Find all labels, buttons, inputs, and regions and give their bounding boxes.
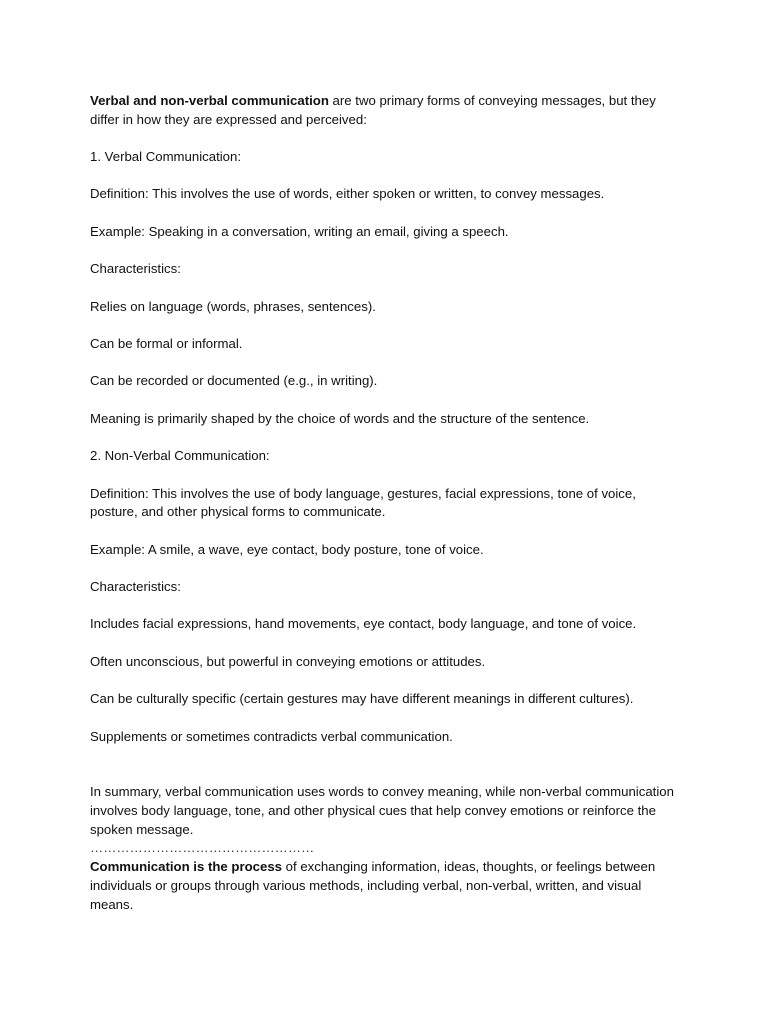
nonverbal-characteristics-label: Characteristics: xyxy=(90,579,181,595)
verbal-characteristics-label: Characteristics: xyxy=(90,261,181,277)
verbal-example: Example: Speaking in a conversation, writing an email, giving a speech. xyxy=(90,223,509,239)
closing-paragraph xyxy=(90,858,680,914)
nonverbal-characteristic-item: Can be culturally specific (certain gestures may have different meanings in different cultures). xyxy=(90,691,634,707)
verbal-heading: 1. Verbal Communication: xyxy=(90,149,241,165)
nonverbal-definition: Definition: This involves the use of body language, gestures, facial expressions, tone of voice, posture, and other physical forms to communicate. xyxy=(90,485,636,520)
nonverbal-heading: 2. Non-Verbal Communication: xyxy=(90,448,270,464)
document-page xyxy=(90,92,680,914)
verbal-characteristic-item: Meaning is primarily shaped by the choice of words and the structure of the sentence. xyxy=(90,410,590,426)
nonverbal-characteristic-item: Supplements or sometimes contradicts verbal communication. xyxy=(90,728,453,744)
nonverbal-characteristic-item: Often unconscious, but powerful in conveying emotions or attitudes. xyxy=(90,653,486,669)
intro-paragraph xyxy=(90,92,680,129)
closing-text: of exchanging information, ideas, thoughts, or feelings between individuals or groups through various methods, including verbal, non-verbal, written, and visual means. xyxy=(90,859,656,912)
verbal-characteristic-item: Can be recorded or documented (e.g., in writing). xyxy=(90,373,378,389)
closing-bold-text: Communication is the process xyxy=(90,859,282,875)
nonverbal-characteristic-item: Includes facial expressions, hand movements, eye contact, body language, and tone of voice. xyxy=(90,616,637,632)
verbal-characteristic-item: Can be formal or informal. xyxy=(90,336,243,352)
intro-text: are two primary forms of conveying messages, but they differ in how they are expressed and perceived: xyxy=(90,93,656,127)
nonverbal-example: Example: A smile, a wave, eye contact, body posture, tone of voice. xyxy=(90,541,484,557)
dotted-separator: …………………………………………… xyxy=(90,840,315,856)
summary-paragraph: In summary, verbal communication uses words to convey meaning, while non-verbal communication involves body language, tone, and other physical cues that help convey emotions or reinforce the spoken message. xyxy=(90,784,674,837)
intro-bold-text: Verbal and non-verbal communication xyxy=(90,93,329,108)
verbal-definition: Definition: This involves the use of words, either spoken or written, to convey messages. xyxy=(90,186,605,202)
verbal-characteristic-item: Relies on language (words, phrases, sentences). xyxy=(90,298,376,314)
